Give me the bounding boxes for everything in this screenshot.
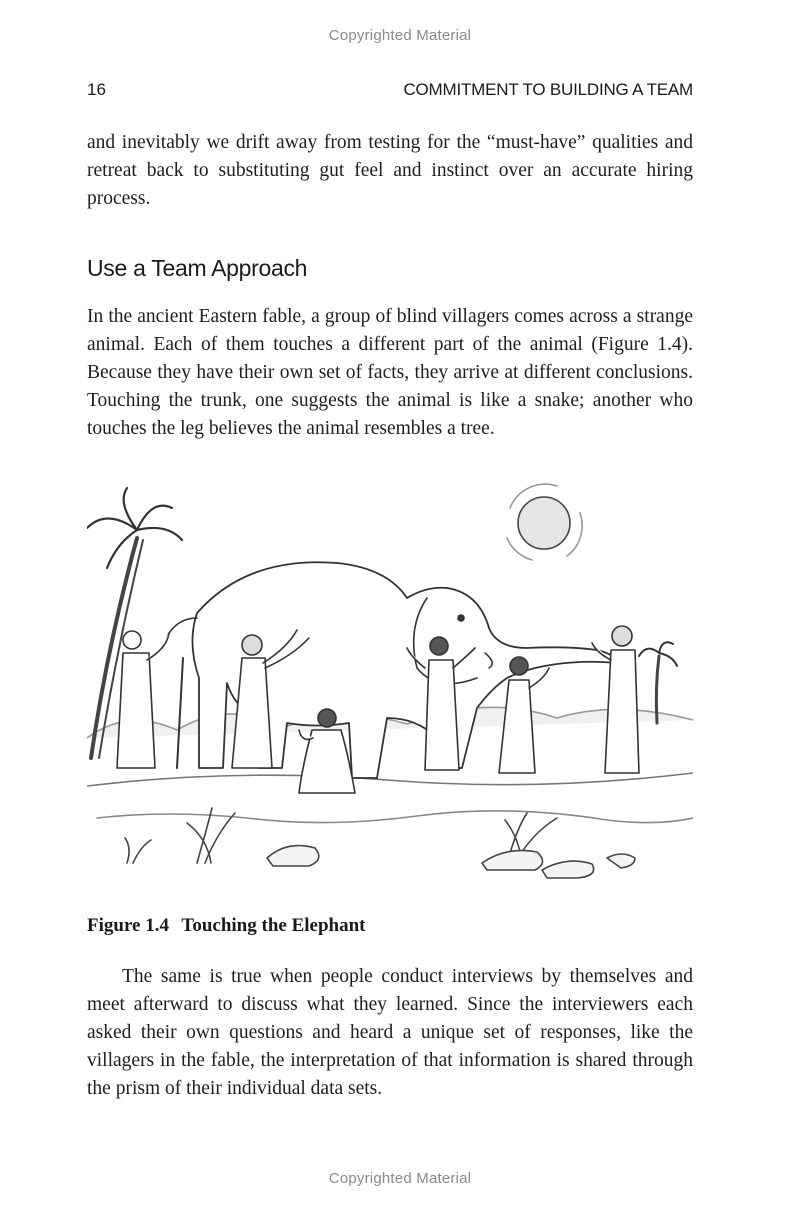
paragraph-continued: and inevitably we drift away from testing for the “must-have” qualities and retreat back to substituting gut feel and instinct over an accurate hiring process.: [87, 132, 693, 209]
page-number: 16: [87, 80, 106, 99]
paragraph-fable: In the ancient Eastern fable, a group of blind villagers comes across a strange animal. Each of them touches a different part of the animal (Figure 1.4). Because they have their own set of facts, they arrive at different conclusions. Touching the trunk, one suggests the animal is like a snake; another who touches the leg believes the animal resembles a tree.: [87, 306, 693, 439]
figure-caption-title: Touching the Elephant: [181, 915, 366, 936]
foreground-rocks: [267, 846, 635, 878]
figure-caption: [87, 915, 366, 937]
chapter-title: COMMITMENT TO BUILDING A TEAM: [403, 80, 693, 99]
villager-1: [117, 631, 183, 768]
running-header: [87, 80, 693, 104]
villager-6: [592, 626, 639, 773]
elephant-illustration: [87, 468, 693, 908]
figure-illustration: [87, 468, 693, 908]
sun-icon: [507, 484, 582, 560]
section-heading: Use a Team Approach: [87, 255, 308, 281]
paragraph-interviews: The same is true when people conduct interviews by themselves and meet afterward to discuss what they learned. Since the interviewers each asked their own questions and heard a unique set of responses, like the villagers in the fable, the interpretation of that information is shared through the prism of their individual data sets.: [87, 966, 693, 1099]
ground-line: [87, 773, 693, 786]
foreground-grass: [125, 808, 557, 863]
copyright-watermark-bottom: Copyrighted Material: [328, 1170, 472, 1187]
figure-caption-number: Figure 1.4: [87, 915, 169, 936]
copyright-watermark-top: Copyrighted Material: [328, 27, 472, 44]
water-edge: [97, 811, 693, 823]
